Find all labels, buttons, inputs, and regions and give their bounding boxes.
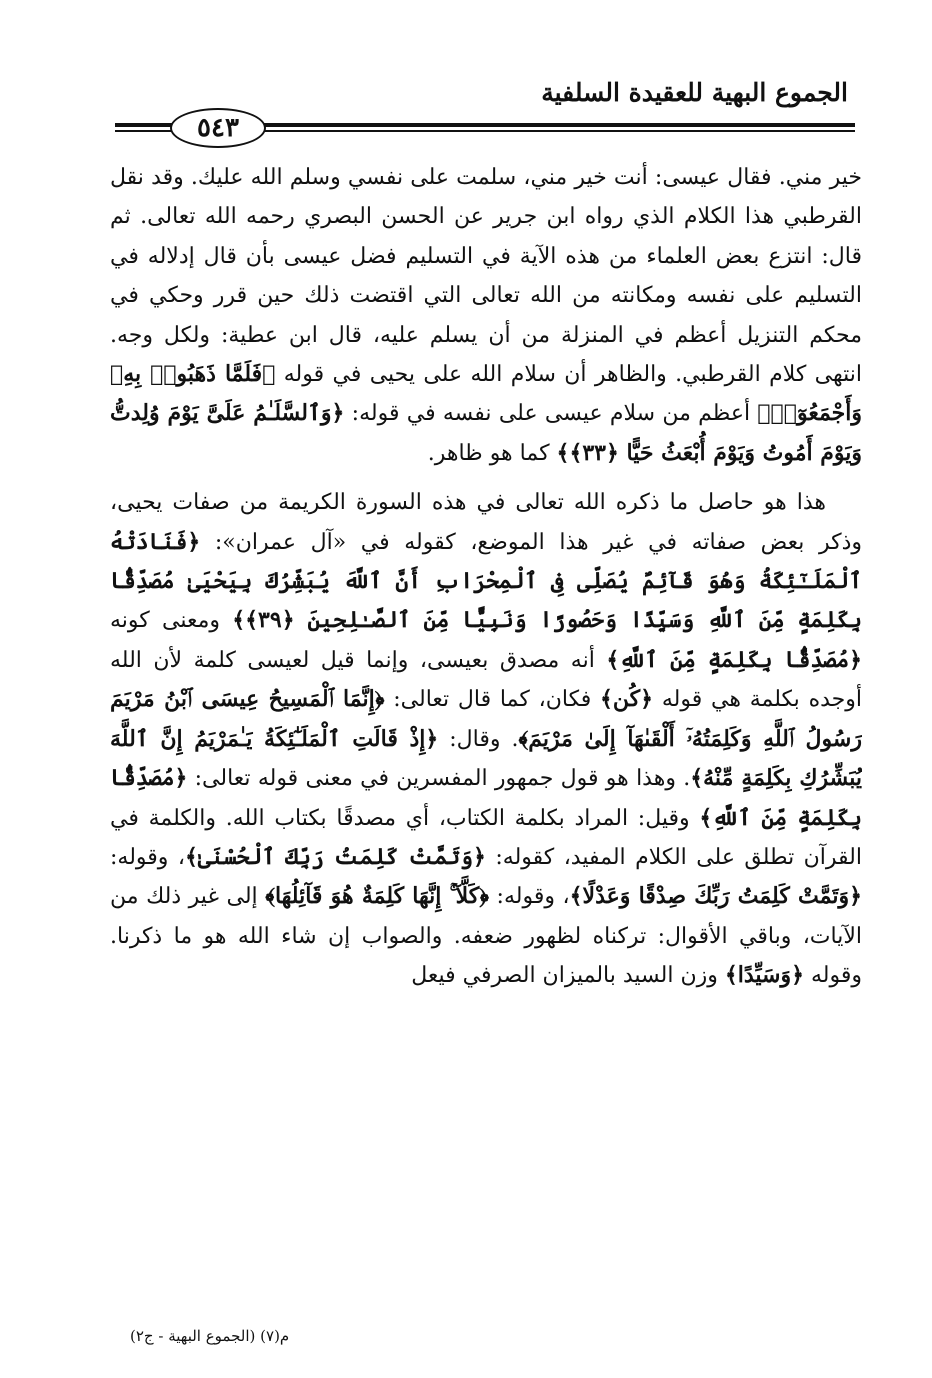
paragraph-text: كما هو ظاهر.	[427, 440, 557, 466]
quran-verse: ﴿إِذْ قَالَتِ ٱلْمَلَـٰٓئِكَةُ يَـٰمَرْيَمُ إِنَّ ٱللَّهَ يُبَشِّرُكِ بِكَلِمَةٍ مِّنْهُ﴾	[110, 725, 862, 792]
quran-verse: ﴿فَنَادَتْهُ ٱلْمَلَـٰٓئِكَةُ وَهُوَ قَآئِمٌ يُصَلِّى فِى ٱلْمِحْرَابِ أَنَّ ٱللَّهَ يُبَشِّرُكَ بِيَحْيَىٰ مُصَدِّقًۢا بِكَلِمَةٍ مِّنَ ٱللَّهِ وَسَيِّدًا وَحَصُورًا وَنَبِيًّا مِّنَ ٱلصَّـٰلِحِينَ ﴿٣٩﴾﴾	[110, 528, 862, 634]
quran-verse: ﴿مُصَدِّقًۢا بِكَلِمَةٍ مِّنَ ٱللَّهِ﴾	[606, 646, 862, 673]
paragraph-text: أنه مصدق بعيسى، وإنما قيل لعيسى كلمة لأن الله أوجده بكلمة هي قوله	[110, 647, 862, 713]
paragraph-text: أعظم من سلام عيسى على نفسه في قوله:	[344, 401, 758, 427]
quran-verse: ﴿وَٱلسَّلَـٰمُ عَلَىَّ يَوْمَ وُلِدتُّ وَيَوْمَ أَمُوتُ وَيَوْمَ أُبْعَثُ حَيًّا ﴿٣٣﴾﴾	[110, 400, 862, 466]
paragraph-text: . وقال:	[438, 726, 519, 752]
quran-verse: ﴿مُصَدِّقًۢا بِكَلِمَةٍ مِّنَ ٱللَّهِ﴾	[110, 765, 862, 831]
paragraph	[110, 483, 862, 995]
paragraph	[110, 158, 862, 473]
quran-verse: ﴿كُن﴾	[600, 686, 654, 713]
quran-verse: ﴿كَلَّآ ۚ إِنَّهَا كَلِمَةٌ هُوَ قَآئِلُهَا﴾	[265, 883, 489, 910]
quran-verse: ﴿وَتَمَّتْ كَلِمَتُ رَبِّكَ صِدْقًا وَعَدْلًا﴾	[569, 883, 862, 910]
paragraph-text: فكان، كما قال تعالى:	[384, 687, 601, 713]
page-number-badge: ٥٤٣	[170, 108, 266, 148]
quran-verse: ﴿فَلَمَّا ذَهَبُوا۟ بِهِۦ وَأَجْمَعُوٓا۟﴾	[110, 361, 862, 427]
quran-verse: ﴿وَتَمَّتْ كَلِمَتُ رَبِّكَ ٱلْحُسْنَىٰ﴾	[184, 843, 486, 870]
paragraph-text: . وهذا هو قول جمهور المفسرين في معنى قوله تعالى:	[187, 766, 691, 792]
paragraph-text: ومعنى كونه	[110, 608, 233, 634]
paragraph-text: هذا هو حاصل ما ذكره الله تعالى في هذه السورة الكريمة من صفات يحيى، وذكر بعض صفاته في غير هذا الموضع، كقوله في «آل عمران»:	[110, 490, 862, 555]
paragraph-text: ، وقوله:	[110, 844, 185, 870]
body-text	[110, 158, 862, 1278]
quran-verse: ﴿إِنَّمَا ٱلْمَسِيحُ عِيسَى ٱبْنُ مَرْيَمَ رَسُولُ ٱللَّهِ وَكَلِمَتُهُۥٓ أَلْقَىٰهَآ إِلَىٰ مَرْيَمَ﴾	[110, 686, 862, 752]
paragraph-text: وقيل: المراد بكلمة الكتاب، أي مصدقًا بكتاب الله. والكلمة في القرآن تطلق على الكلام المفيد، كقوله:	[110, 805, 862, 870]
paragraph-text: ، وقوله:	[489, 884, 570, 910]
paragraph-text: وزن السيد بالميزان الصرفي فيعل	[411, 963, 725, 989]
running-header-title: الجموع البهية للعقيدة السلفية	[541, 78, 848, 107]
paragraph-text: إلى غير ذلك من الآيات، وباقي الأقوال: تركناه لظهور ضعفه. والصواب إن شاء الله هو ما ذكرنا. وقوله	[110, 884, 862, 989]
footer-signature: م(٧) (الجموع البهية - ج٢)	[130, 1327, 290, 1345]
quran-verse: ﴿وَسَيِّدًا﴾	[724, 962, 804, 989]
paragraph-text: خير مني. فقال عيسى: أنت خير مني، سلمت على نفسي وسلم الله عليك. وقد نقل القرطبي هذا الكلام الذي رواه ابن جرير عن الحسن البصري رحمه الله تعالى. ثم قال: انتزع بعض العلماء من هذه الآية في التسليم فضل عيسى بأن قال إدلاله في التسليم على نفسه ومكانته من الله تعالى التي اقتضت ذلك حين قرر وحكي في محكم التنزيل أعظم في المنزلة من أن يسلم عليه، قال ابن عطية: ولكل وجه. انتهى كلام القرطبي. والظاهر أن سلام الله على يحيى في قوله	[110, 165, 862, 388]
